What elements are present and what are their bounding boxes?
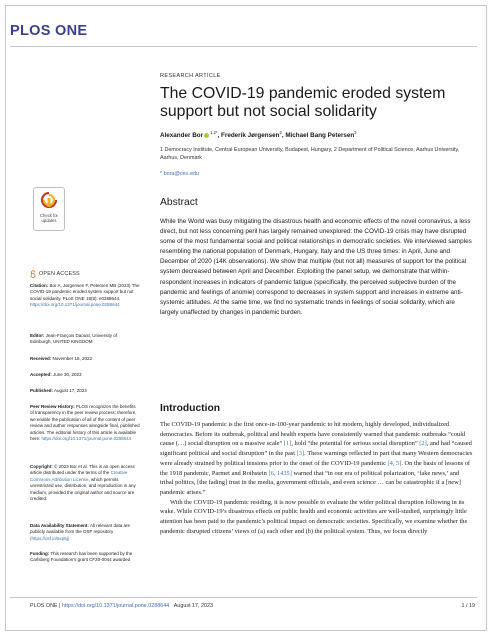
citation-label: Citation:	[30, 283, 49, 288]
corresponding-email[interactable]: * bora@ceu.edu	[160, 171, 200, 177]
footer-journal: PLOS ONE	[30, 603, 58, 609]
intro-text: , and had “caused significant political and social disruption” in the past	[160, 440, 472, 458]
copyright-text: © 2023 Bor et al. This is an open access article distributed under the terms of the	[30, 464, 135, 476]
copyright-block	[30, 464, 140, 502]
published-label: Published:	[30, 388, 54, 393]
citation-link[interactable]: [4, 5]	[387, 459, 402, 467]
corresponding-marker: *	[215, 130, 218, 135]
author-name[interactable]: Michael Bang Petersen	[285, 132, 355, 140]
page-footer: PLOS ONE | https://doi.org/10.1371/journal.pone.0288644 August 17, 2023 1 / 19	[30, 603, 475, 609]
citation-link[interactable]: [1]	[283, 440, 292, 448]
published-value: August 17, 2023	[54, 388, 87, 393]
intro-text: , hold “the potential for serious social disruption”	[291, 440, 420, 448]
open-access-icon	[30, 270, 36, 278]
citation-link[interactable]: [6, 1435]	[268, 469, 292, 477]
footer-date: August 17, 2023	[173, 603, 214, 609]
accepted-block	[30, 372, 140, 378]
badge-line: Check for	[40, 213, 58, 218]
intro-paragraph: With the COVID-19 pandemic residing, it is now possible to evaluate the wider political disruption following in its wake. While COVID-19’s disastrous effects on public health and economic activities are well-studied, surprisingly little attention has been paid to the pandemic’s political impact on democratic societies. Specifically, we examine whether the pandemic disrupted citizens’ views of (a) each other and (b) the political system. Thus, we focus directly	[160, 498, 468, 535]
citation-text: Bor A, Jørgensen F, Petersen MB (2023) The COVID-19 pandemic eroded system support but not social solidarity. PLoS ONE 18(8): e0288644.	[30, 283, 140, 301]
intro-text: . These warnings reflected in part that many Western democracies were already strained by political tensions prior to the onset of the COVID-19 pandemic	[160, 450, 473, 467]
author-name[interactable]: Alexander Bor	[160, 132, 204, 140]
footer-doi-link[interactable]: https://doi.org/10.1371/journal.pone.0288644	[61, 603, 170, 609]
license-link[interactable]: Creative Commons Attribution License	[30, 470, 128, 482]
introduction-body	[160, 420, 474, 536]
check-for-updates-icon	[41, 192, 57, 210]
orcid-icon[interactable]	[204, 133, 209, 138]
citation-block	[30, 283, 140, 309]
author-affil-sup: 1,2	[210, 130, 216, 135]
badge-line: updates	[41, 218, 57, 223]
check-for-updates-badge[interactable]	[33, 187, 65, 231]
intro-text: warned that “in our era of political polarization, ‘fake news,’ and tribal politics, [the fading] trust in the media, government officials, and even science … can be catastrophic if a [new] pandemic arises.”	[160, 469, 461, 496]
copyright-text: , which permits unrestricted use, distribution, and reproduction in any medium, provided the original author and source are credited.	[30, 476, 136, 502]
page-number: 1 / 19	[461, 603, 475, 609]
article-title: The COVID-19 pandemic eroded system support but not social solidarity	[160, 85, 446, 120]
abstract-text: While the World was busy mitigating the disastrous health and economic effects of the novel coronavirus, a less direct, but not less concerning peril has largely remained unexplored: the COVID-19 crisis may have disrupted some of the most fundamental social and political relationships in democratic societies. We interviewed samples resembling the national population of Denmark, Hungary, Italy and the US three times: in April, June and December of 2020 (14K observations). We show that multiple (but not all) measures of support for the political system decreased between April and December. Exploiting the panel setup, we demonstrate that within-respondent increases in indicators of pandemic fatigue (specifically, the perceived subjective burden of the pandemic and feelings of anomie) correspond to decreases in system support and increases in extreme anti-systemic attitudes. At the same time, we find no systematic trends in feelings of social solidarity, which are largely unaffected by changes in pandemic burden.	[160, 218, 472, 316]
author-affil-sup: 2	[279, 130, 282, 135]
intro-paragraph	[160, 420, 474, 498]
article-type: RESEARCH ARTICLE	[160, 73, 221, 79]
funding-text: This research has been supported by the Carlsberg Foundation's grant CF20-0044 awarded	[30, 551, 133, 563]
data-availability-block	[30, 523, 140, 542]
open-access-label: OPEN ACCESS	[39, 270, 80, 277]
data-availability-label: Data Availability Statement:	[30, 523, 89, 528]
peer-review-doi-link[interactable]: https://doi.org/10.1371/journal.pone.0288644	[41, 436, 132, 442]
open-access-row	[30, 270, 140, 278]
published-block	[30, 388, 140, 394]
peer-review-label: Peer Review History:	[30, 404, 75, 409]
footer-divider	[10, 597, 477, 598]
introduction-heading: Introduction	[160, 403, 221, 414]
citation-doi-link[interactable]: https://doi.org/10.1371/journal.pone.0288644	[30, 302, 120, 308]
copyright-label: Copyright:	[30, 464, 53, 469]
citation-link[interactable]: [2]	[419, 440, 427, 448]
editor-label: Editor:	[30, 333, 45, 338]
data-availability-text: All relevant data are publicly available from the OSF repository	[30, 523, 130, 535]
received-block	[30, 356, 140, 362]
intro-text: The COVID-19 pandemic is the first once-in-100-year pandemic to hit modern, highly developed, individualized democracies. Before its outbreak, political and health experts have consistently warned that pandemic outbreaks “could cause (…) social disruption on a massive scale”	[160, 421, 466, 448]
editor-text: Jean-François Daoust, University of Edinburgh, UNITED KINGDOM	[30, 333, 118, 345]
received-label: Received:	[30, 356, 52, 361]
affiliations: 1 Democracy Institute, Central European University, Budapest, Hungary, 2 Department of Political Science, Aarhus University, Aarhus, Denmark	[160, 147, 460, 161]
header-divider	[10, 46, 477, 47]
editor-block	[30, 333, 140, 346]
badge-label	[34, 213, 64, 223]
received-value: November 18, 2022	[52, 356, 93, 361]
author-affil-sup: 2	[354, 130, 357, 135]
funding-block	[30, 551, 140, 564]
abstract-heading: Abstract	[160, 197, 198, 208]
citation-link[interactable]: [3]	[296, 450, 305, 458]
funding-label: Funding:	[30, 551, 50, 556]
peer-review-block	[30, 404, 140, 442]
accepted-label: Accepted:	[30, 372, 52, 377]
peer-review-text: PLOS recognizes the benefits of transparency in the peer review process; therefore, we enable the publication of all of the content of peer review and author responses alongside final, published articles. The editorial history of this article is available here:	[30, 404, 140, 442]
author-name[interactable]: Frederik Jørgensen	[221, 132, 280, 140]
accepted-value: June 30, 2023	[53, 372, 82, 377]
journal-logo[interactable]: PLOS ONE	[10, 23, 88, 39]
intro-text: . On the basis of lessons of the 1918 pandemic, Parmet and Rothstein	[160, 459, 471, 477]
osf-repository-link[interactable]: (https://osf.io/5xp5j)	[30, 535, 70, 541]
author-list: Alexander Bor $^{1,2*}$, Frederik Jørgensen$^2$, Michael Bang Petersen$^2$	[160, 130, 357, 140]
